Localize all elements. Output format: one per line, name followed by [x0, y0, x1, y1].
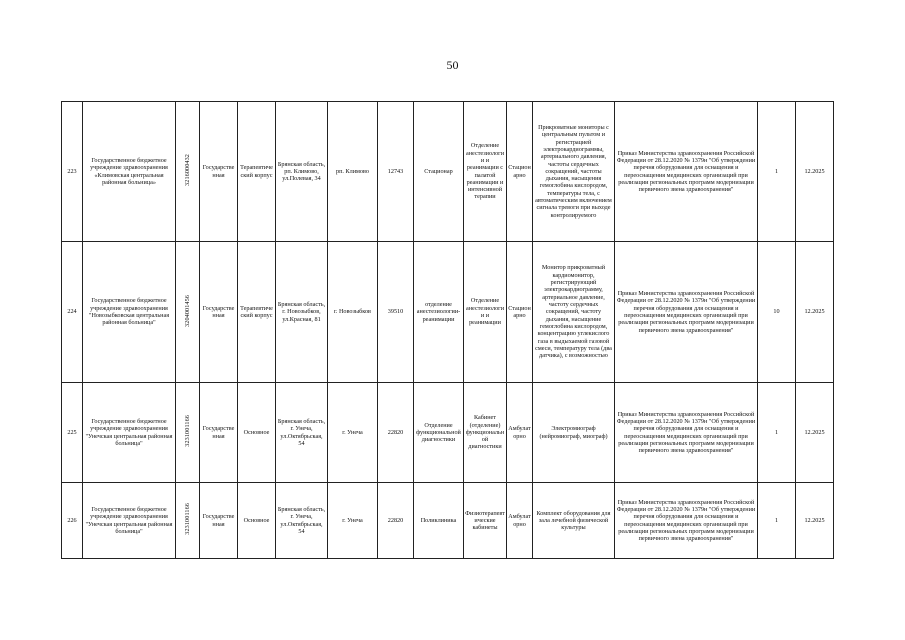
regulatory-order: Приказ Министерства здравоохранения Российской Федерации от 28.12.2020 № 1379н "Об утверждении перечня оборудования для оснащения и переоснащения медицинских организаций при реализации региональных программ модернизации первичного звена здравоохранения": [615, 102, 758, 242]
regulatory-order: Приказ Министерства здравоохранения Российской Федерации от 28.12.2020 № 1379н "Об утверждении перечня оборудования для оснащения и переоснащения медицинских организаций при реализации региональных программ модернизации первичного звена здравоохранения": [615, 383, 758, 483]
organization-code: 3204001456: [183, 294, 191, 327]
address: Брянская область, г. Новозыбков, ул.Красная, 81: [276, 242, 328, 383]
building-name: Терапевтический корпус: [238, 102, 276, 242]
care-type: Амбулаторно: [507, 483, 533, 559]
department-type: Стационар: [414, 102, 464, 242]
subdivision: Отделение анестезиологии и реанимации: [464, 242, 507, 383]
postcode: 22820: [378, 383, 414, 483]
regulatory-order: Приказ Министерства здравоохранения Российской Федерации от 28.12.2020 № 1379н "Об утверждении перечня оборудования для оснащения и переоснащения медицинских организаций при реализации региональных программ модернизации первичного звена здравоохранения": [615, 483, 758, 559]
ownership-form: Государственная: [200, 102, 238, 242]
quantity: 1: [758, 383, 796, 483]
equipment-cell: [533, 102, 615, 242]
equipment-description: Электромиограф (нейромиограф, миограф): [533, 383, 615, 483]
organization-name: Государственное бюджетное учреждение здравоохранения "Унечская центральная районная больница": [83, 483, 176, 559]
ownership-form: Государственная: [200, 242, 238, 383]
equipment-description: Прикроватные мониторы с центральным пультом и регистрацией электрокардиограммы, артериального давления, частоты сердечных сокращений, частоты дыхания, насыщения гемоглобина кислородом, температуры тела, с автоматическим включением сигнала тревоги при выходе контролируемого: [535, 123, 612, 219]
organization-code-cell: [176, 102, 200, 242]
care-type: Стационарно: [507, 242, 533, 383]
deadline: 12.2025: [796, 242, 834, 383]
equipment-description: Комплект оборудования для зала лечебной физической культуры: [533, 483, 615, 559]
organization-name: Государственное бюджетное учреждение здравоохранения "Унечская центральная районная больница": [83, 383, 176, 483]
address: Брянская область, г. Унеча, ул.Октябрьская, 54: [276, 383, 328, 483]
locality: г. Унеча: [328, 383, 378, 483]
deadline: 12.2025: [796, 102, 834, 242]
quantity: 1: [758, 483, 796, 559]
row-number: 226: [62, 483, 83, 559]
quantity: 10: [758, 242, 796, 383]
care-type: Амбулаторно: [507, 383, 533, 483]
department-type: Поликлиника: [414, 483, 464, 559]
table-row: [62, 483, 834, 559]
row-number: 225: [62, 383, 83, 483]
organization-name: Государственное бюджетное учреждение здравоохранения "Новозыбковская центральная районная больница": [83, 242, 176, 383]
deadline: 12.2025: [796, 483, 834, 559]
quantity: 1: [758, 102, 796, 242]
subdivision: Кабинет (отделение) функциональной диагностики: [464, 383, 507, 483]
row-number: 223: [62, 102, 83, 242]
deadline: 12.2025: [796, 383, 834, 483]
ownership-form: Государственная: [200, 383, 238, 483]
locality: г. Унеча: [328, 483, 378, 559]
table-row: [62, 242, 834, 383]
subdivision: Отделение анестезиологии и реанимации с палатой реанимации и интенсивной терапии: [464, 102, 507, 242]
ownership-form: Государственная: [200, 483, 238, 559]
postcode: 39510: [378, 242, 414, 383]
building-name: Основное: [238, 483, 276, 559]
care-type: Стационарно: [507, 102, 533, 242]
organization-code: 3231001166: [183, 415, 191, 448]
page-number: 50: [446, 58, 459, 72]
building-name: Основное: [238, 383, 276, 483]
table-row: [62, 102, 834, 242]
subdivision: Физиотерапевтические кабинеты: [464, 483, 507, 559]
address: Брянская область, г. Унеча, ул.Октябрьская, 54: [276, 483, 328, 559]
equipment-description: Монитор прикроватный кардиомонитор, регистрирующий электрокардиограмму, артериальное давление, частоту сердечных сокращений, частоту дыхания, насыщение гемоглобина кислородом, концентрацию углекислого газа в выдыхаемой газовой смеси, температуру тела (два датчика), с возможностью: [535, 264, 612, 360]
organization-code: 3231001166: [183, 503, 191, 536]
organization-code: 3216000432: [183, 154, 191, 187]
organization-code-cell: [176, 242, 200, 383]
equipment-table: [61, 101, 834, 559]
table-row: [62, 383, 834, 483]
row-number: 224: [62, 242, 83, 383]
building-name: Терапевтический корпус: [238, 242, 276, 383]
organization-name: Государственное бюджетное учреждение здравоохранения «Климовская центральная районная больница»: [83, 102, 176, 242]
address: Брянская область, рп. Климово, ул.Полевая, 34: [276, 102, 328, 242]
regulatory-order: Приказ Министерства здравоохранения Российской Федерации от 28.12.2020 № 1379н "Об утверждении перечня оборудования для оснащения и переоснащения медицинских организаций при реализации региональных программ модернизации первичного звена здравоохранения": [615, 242, 758, 383]
postcode: 22820: [378, 483, 414, 559]
locality: рп. Климово: [328, 102, 378, 242]
postcode: 12743: [378, 102, 414, 242]
equipment-cell: [533, 242, 615, 383]
organization-code-cell: [176, 483, 200, 559]
department-type: отделение анестезиологии-реанимации: [414, 242, 464, 383]
department-type: Отделение функциональной диагностики: [414, 383, 464, 483]
locality: г. Новозыбков: [328, 242, 378, 383]
organization-code-cell: [176, 383, 200, 483]
